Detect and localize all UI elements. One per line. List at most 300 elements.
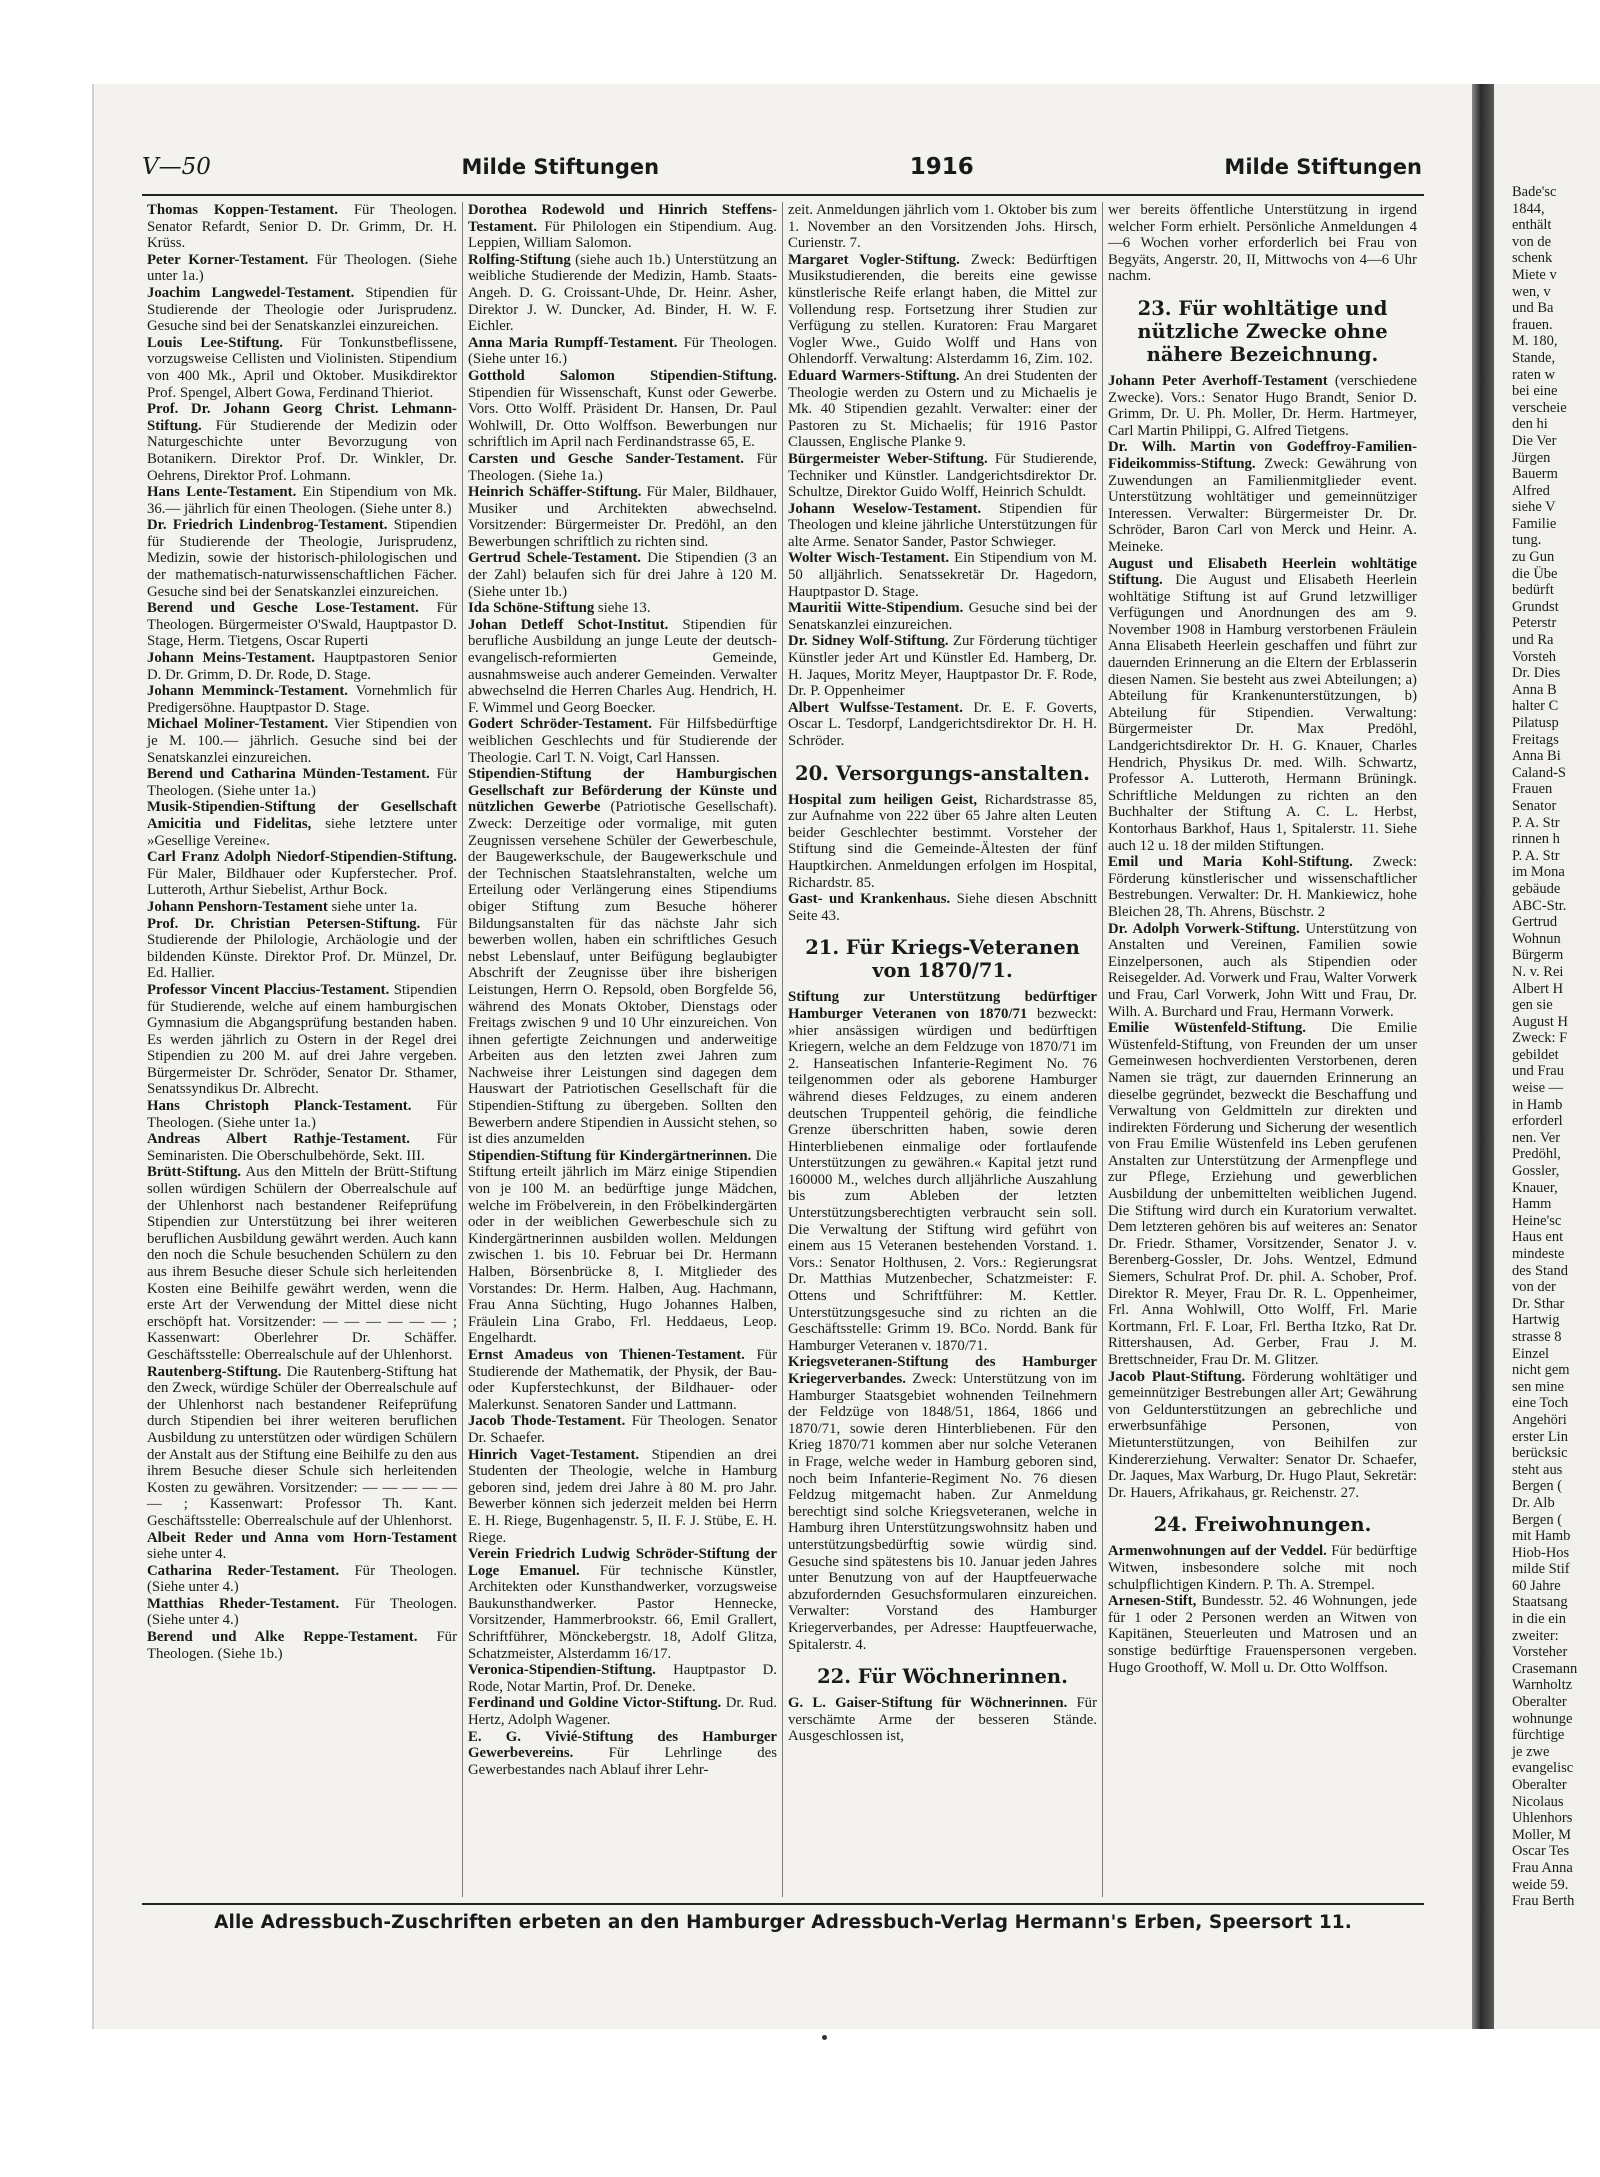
fragment-line: Frauen [1512,781,1553,798]
entry-text: Förderung wohltätiger und gemeinnütziger Bestrebungen aller Art; Gewährung von Geldunterstützungen an gebrechliche und erwerbsunfähige Personen, von Mietunterstützungen, von Beihilfen zur Kindererziehung. Verwalter: Senator Dr. Schaefer, Dr. Jaques, Max Warburg, Dr. Hugo Plaut, Sekretär: Dr. Hauers, Afrikahaus, gr. Reichenstr. 27. [1108,1368,1417,1501]
fragment-line: Albert H [1512,980,1564,997]
fragment-line: Grundst [1512,598,1559,615]
foundation-entry [468,1413,777,1446]
fragment-line: 1844, [1512,200,1545,217]
fragment-line: von de [1512,233,1552,250]
entry-name: Professor Vincent Placcius-Testament. [147,981,390,998]
fragment-line: weise — [1512,1080,1564,1097]
entry-text: Für Studierende, Techniker und Künstler. Landgerichtsdirektor Dr. Schultze, Direktor Guido Wolff, Heinrich Schuldt. [788,450,1097,501]
foundation-entry [147,600,457,650]
entry-text: Für Theologen. (Siehe 1b.) [147,1629,458,1662]
foundation-entry [147,799,457,849]
entry-text: An drei Studenten der Theologie werden zu Ostern und zu Michaelis je Mk. 40 Stipendien gezahlt. Verwalter: einer der Pastoren zu St. Michaelis; für 1916 Pastor Claussen, Englische Planke 9. [788,367,1097,451]
entry-name: Catharina Reder-Testament. [147,1562,340,1579]
entry-text: Richardstrasse 85, zur Aufnahme von 222 über 65 Jahre alten Leuten beider Geschlechter bestimmt. Vorsteher der Stiftung sind die Gemeinde-Ältesten der fünf Hauptkirchen. Anmeldungen erfolgen im Hospital, Richardstr. 85. [788,791,1097,891]
foundation-entry [788,252,1097,368]
foundation-entry [788,891,1097,924]
entry-text: Vier Stipendien von je M. 100.— jährlich. Gesuche sind bei der Senatskanzlei einzureichen. [147,716,457,766]
entry-text: Die Emilie Wüstenfeld-Stiftung, von Freunden der um unser Gemeinwesen hochverdienten Verstorbenen, deren Namen sie trägt, zur dauernden Erinnerung an dieselbe gegründet, bezweckt die Beschaffung und Verwaltung von Geldmitteln zur direkten und indirekten Förderung und Sicherung der wesentlich von Frau Emilie Wüstenfeld ins Leben gerufenen Anstalten zur Unterstützung der Armenpflege und zur Pflege, Erziehung und gewerblichen Ausbildung der unbemittelten weiblichen Jugend. Die Stiftung wird durch ein Kuratorium verwaltet. Dem letzteren gehören bis auf weiteres an: Senator Dr. Friedr. Sthamer, Vorsitzender, Senator J. v. Berenberg-Gossler, Dr. Johs. Wentzel, Edmund Siemers, Schulrat Prof. Dr. phil. A. Schober, Prof. Direktor R. Meyer, Frau Dr. R. L. Oppenheimer, Frl. Anna Wohlwill, Otto Wolff, Frl. Marie Kortmann, Frl. F. Loar, Frl. Bertha Itzko, Rat Dr. Rittershausen, Ad. Gerber, Frau J. M. Brettschneider, Frau Dr. M. Glitzer. [1108,1020,1418,1368]
fragment-line: milde Stif [1512,1561,1570,1578]
fragment-line: Uhlenhors [1512,1810,1573,1827]
fragment-line: Die Ver [1512,432,1557,449]
fragment-line: von der [1512,1279,1556,1296]
fragment-line: mit Hamb [1512,1528,1571,1545]
fragment-line: nicht gem [1512,1362,1570,1379]
foundation-entry [147,401,457,484]
fragment-line: Peterstr [1512,615,1557,632]
entry-text: Die Rautenberg-Stiftung hat den Zweck, würdige Schüler der Oberrealschule auf der Uhlenhorst nach bestandener Reifeprüfung durch Stipendien bei ihrer weiteren beruflichen Ausbildung zu unterstützen oder würdigen Schülern der Anstalt aus der Stiftung eine Beihilfe zu den aus ihrem Besuche dieser Schule sich herleitenden Kosten zu gewähren. Vorsitzender: — — — — — — ; Kassenwart: Professor Th. Kant. Geschäftsstelle: Oberrealschule auf der Uhlenhorst. [147,1363,458,1529]
fragment-line: tung. [1512,532,1542,549]
entry-name: Johann Peter Averhoff-Testament [1108,372,1328,389]
fragment-line: August H [1512,1013,1568,1030]
entry-text: Hauptpastor D. Rode, Notar Martin, Prof. Dr. Deneke. [468,1662,777,1695]
fragment-line: Gossler, [1512,1163,1560,1180]
entry-name: Stipendien-Stiftung der Hamburgischen Gesellschaft zur Beförderung der Künste und nützlichen Gewerbe [468,766,777,816]
publisher-footer: Alle Adressbuch-Zuschriften erbeten an den Hamburger Adressbuch-Verlag Hermann's Erben, Speersort 11. [214,1912,1352,1933]
foundation-entry [147,650,457,683]
entry-name: Heinrich Schäffer-Stiftung. [468,484,642,501]
fragment-line: und Ba [1512,300,1554,317]
fragment-line: Knauer, [1512,1179,1558,1196]
foundation-entry [1108,1593,1417,1676]
fragment-line: Miete v [1512,266,1557,283]
foundation-entry [468,451,777,484]
column-2 [462,202,782,1897]
entry-name: Mauritii Witte-Stipendium. [788,600,964,617]
fragment-line: je zwe [1512,1743,1550,1760]
entry-name: Godert Schröder-Testament. [468,716,652,733]
entry-text: Ein Stipendium von Mk. 36.— jährlich für einen Theologen. (Siehe unter 8.) [147,484,457,517]
fragment-line: wohnunge [1512,1710,1573,1727]
entry-name: Brütt-Stiftung. [147,1164,242,1181]
entry-name: Dr. Adolph Vorwerk-Stiftung. [1108,920,1300,937]
foundation-entry [147,335,457,401]
fragment-line: gen sie [1512,997,1553,1014]
fragment-line: P. A. Str [1512,814,1560,831]
entry-text: (Patriotische Gesellschaft). Zweck: Derzeitige oder vormalige, mit guten Zeugnissen versehene Schüler der Gewerbeschule, der Baugewerkschule, der Baugewerkschule und der Technischen Staatslehranstalten, welche um Erteilung oder Verlängerung eines Stipendiums obiger Stiftung zum Besuche höherer Bildungsanstalten für das nächste Jahr sich bewerben wollen, haben ein schriftliches Gesuch nebst Lebenslauf, unter Beifügung beglaubigter Abschrift der Zeugnisse über ihre bisherigen Leistungen, Herrn O. Repsold, oben Borgfelde 56, während des Monats Oktober, Dienstags oder Freitags zwischen 9 und 10 Uhr einzureichen. Von ihnen gefertigte Zeichnungen und anderweitige Arbeiten aus den letzten zwei Jahren zum Nachweise ihrer Leistungen sind dagegen dem Hauswart der Patriotischen Gesellschaft für die Stipendien-Stiftung zu übergeben. Sollten den Bewerbern andere Stipendien in Aussicht stehen, so ist dies anzumelden [468,799,778,1148]
running-title-right: Milde Stiftungen [1224,155,1422,179]
fragment-line: Familie [1512,515,1557,532]
entry-name: Gotthold Salomon Stipendien-Stiftung. [468,367,777,384]
foundation-entry [147,517,457,600]
entry-name: Stipendien-Stiftung für Kindergärtnerinnen. [468,1147,752,1164]
entry-text: Für Theologen. (Siehe unter 4.) [147,1595,458,1629]
entry-text: Für Hilfsbedürftige weiblichen Geschlechts und für Studierende der Theologie. Carl T. N. Voigt, Carl Hanssen. [468,716,778,766]
entry-name: Veronica-Stipendien-Stiftung. [468,1662,656,1679]
foundation-entry [468,202,777,252]
column-4 [1102,202,1422,1897]
page-number: V—50 [142,154,211,180]
entry-text: Stipendien für berufliche Ausbildung an junge Leute der deutsch-evangelisch-reformierten Gemeinde, ausnahmsweise auch anderer Gemeinden. Verwalter abwechselnd die Herren Charles Aug. Hendrich, H. F. Wimmel und Georg Boecker. [468,616,777,716]
entry-text: (verschiedene Zwecke). Vors.: Senator Hugo Brandt, Senior D. Grimm, Dr. U. Ph. Moller, Dr. Herm. Hartmeyer, Carl Martin Philippi, G. Alfred Tietgens. [1108,372,1417,439]
fragment-line: Wohnun [1512,930,1561,947]
foundation-entry [468,1695,777,1728]
entry-text: Unterstützung von Anstalten und Vereinen, Familien sowie Einzelpersonen, auch als Stipendien oder Reisegelder. Ad. Vorwerk und Frau, Walter Vorwerk und Frau, Carl Vorwerk, John Witt und Frau, Dr. Wilh. A. Burchard und Frau, Hermann Vorwerk. [1108,920,1417,1020]
foundation-entry [147,899,457,916]
entry-name: Stiftung zur Unterstützung bedürftiger Hamburger Veteranen von 1870/71 [788,989,1097,1022]
fragment-line: erforderl [1512,1113,1563,1130]
fragment-line: den hi [1512,416,1548,433]
entry-text: Die Stipendien (3 an der Zahl) belaufen sich für drei Jahre à 120 M. (Siehe unter 1b.) [468,550,777,600]
entry-text: Ein Stipendium von M. 50 alljährlich. Senatssekretär Dr. Hagedorn, Hauptpastor D. Stage. [788,550,1097,600]
entry-name: Musik-Stipendien-Stiftung der Gesellschaft Amicitia und Fidelitas, [147,799,457,832]
fragment-line: Hiob-Hos [1512,1544,1570,1561]
foundation-entry [468,1546,777,1662]
entry-name: Johann Penshorn-Testament [147,898,328,915]
foundation-entry [468,1148,777,1347]
entry-text: Zweck: Unterstützung von im Hamburger Staatsgebiet wohnenden Teilnehmern der Feldzüge von 1848/51, 1864, 1866 und 1870/71, sowie deren Hinterbliebenen. Für den Krieg 1870/71 kommen aber nur solche Veteranen in Frage, welche weder in Hamburg geboren sind, noch beim Infanterie-Regiment No. 76 diesen Feldzug mitgemacht haben. Zur Anmeldung berechtigt sind solche Kriegsveteranen, welche in Hamburg ihren Unterstützungswohnsitz haben und unterstützungsbedürftig sowie würdig sind. Gesuche sind spätestens bis 10. Januar jeden Jahres unter Benutzung von auf der Hauptfeuerwache abzufordernden Gesuchsformularen einzureichen. Verwalter: Vorstand des Hamburger Kriegerverbandes, per Adresse: Hauptfeuerwache, Spitalerstr. 4. [788,1371,1097,1653]
fragment-line: Vorsteh [1512,648,1557,665]
fragment-line: verscheie [1512,399,1567,416]
fragment-line: Zweck: F [1512,1030,1568,1047]
entry-name: Michael Moliner-Testament. [147,716,329,733]
section-heading: 21. Für Kriegs-Veteranen von 1870/71. [805,936,1080,983]
fragment-line: im Mona [1512,864,1565,881]
entry-text: Aus den Mitteln der Brütt-Stiftung sollen würdigen Schülern der Oberrealschule auf der Uhlenhorst nach bestandener Reifeprüfung Stipendien zur Unterstützung bei ihrer weiteren beruflichen Ausbildung gewährt werden. Auch kann den noch die Schule besuchenden Schülern zu den aus ihrem Besuche dieser Schule sich herleitenden Kosten eine Beihilfe gewährt werden, wenn die erste Art der Verwendung der Mittel diese nicht erschöpft hat. Vorsitzender: — — — — — — ; Kassenwart: Oberlehrer Dr. Schäffer. Geschäftsstelle: Oberrealschule auf der Uhlenhorst. [147,1164,458,1363]
foundation-entry [788,368,1097,451]
fragment-line: Bürgerm [1512,947,1564,964]
entry-name: Prof. Dr. Christian Petersen-Stiftung. [147,915,421,932]
entry-text: Stipendien für Studierende der Theologie, Jurisprudenz, Medizin, sowie der historisch-philologischen und der mathematisch-naturwissenschaftlichen Fächer. Gesuche sind bei der Senatskanzlei einzureichen. [147,517,458,600]
fragment-line: Predöhl, [1512,1146,1561,1163]
foundation-entry [468,335,777,368]
entry-name: Carsten und Gesche Sander-Testament. [468,450,744,467]
fragment-line: Bade'sc [1512,184,1557,200]
fragment-line: Hartwig [1512,1312,1560,1329]
foundation-entry [1108,202,1417,285]
entry-name: Dorothea Rodewold und Hinrich Steffens-Testament. [468,202,777,235]
fragment-line: Nicolaus [1512,1793,1564,1810]
entry-text: Zur Förderung tüchtiger Künstler jeder Art und Künstler Ed. Hamberg, Dr. H. Jaques, Moritz Meyer, Hauptpastor Dr. F. Rode, Dr. P. Oppenheimer [788,633,1098,700]
entry-text: Für Theologen. (Siehe 1a.) [468,450,777,484]
entry-text: Hauptpastoren Senior D. Dr. Grimm, D. Dr. Rode, D. Stage. [147,650,458,683]
foundation-entry [468,716,777,766]
foundation-entry [788,550,1097,600]
fragment-line: Oberalter [1512,1777,1567,1793]
column-1 [142,202,462,1897]
entry-name: Albeit Reder und Anna vom Horn-Testament [147,1529,457,1546]
year-heading: 1916 [909,154,974,180]
entry-name: Hinrich Vaget-Testament. [468,1446,640,1463]
entry-text: Stipendien für Studierende, welche auf einem hamburgischen Gymnasium die Abgangsprüfung bestanden haben. Es werden jährlich zu Ostern in der Regel drei Stipendien zu 200 M. auf drei Jahre vergeben. Bürgermeister Dr. Schröder, Senator Dr. Sthamer, Senatssyndikus Dr. Albrecht. [147,981,457,1098]
entry-text: siehe unter 1a. [331,898,418,915]
fragment-line: Vorsteher [1512,1644,1568,1661]
foundation-entry [1108,1543,1417,1593]
entry-text: Zweck: Gewährung von Zuwendungen an Familienmitglieder event. Unterstützung wohltätiger und gemeinnütziger Interessen. Verwalter: Bürgermeister Dr. Dr. Schröder, Baron Carl von Merck und Heinr. A. Meineke. [1108,455,1417,555]
entry-name: Gertrud Schele-Testament. [468,550,641,567]
entry-text: Für Studierende der Medizin oder Naturgeschichte unter Bevorzugung von Botanikern. Direktor Prof. Dr. Winkler, Dr. Oehrens, Direktor Prof. Lohmann. [147,417,457,484]
foundation-entry [468,1729,777,1779]
fragment-line: Oscar Tes [1512,1843,1570,1860]
entry-name: Johann Meins-Testament. [147,650,315,667]
fragment-line: Hamm [1512,1196,1552,1213]
fragment-line: Staatsang [1512,1594,1568,1611]
entry-name: Emilie Wüstenfeld-Stiftung. [1108,1020,1306,1037]
entry-name: G. L. Gaiser-Stiftung für Wöchnerinnen. [788,1695,1068,1712]
fragment-line: und Frau [1512,1063,1564,1080]
next-page-fragment [1494,84,1600,1910]
entry-name: Ernst Amadeus von Thienen-Testament. [468,1346,745,1363]
entry-text: Für Theologen. (Siehe unter 4.) [147,1562,458,1596]
fragment-line: Stande, [1512,349,1556,366]
entry-name: Hans Christoph Planck-Testament. [147,1098,412,1115]
foundation-entry [147,285,457,335]
fragment-line: die Übe [1512,565,1558,582]
fragment-line: Dr. Dies [1512,665,1561,682]
fragment-line: berücksic [1512,1445,1568,1462]
foundation-entry [788,1695,1097,1745]
fragment-line: Alfred [1512,482,1550,499]
entry-text: siehe letztere unter »Gesellige Vereine«. [147,815,457,849]
entry-name: Peter Korner-Testament. [147,251,309,268]
fragment-line: Frau Berth [1512,1893,1575,1910]
foundation-entry [788,451,1097,501]
entry-text: wer bereits öffentliche Unterstützung in irgend welcher Form erhielt. Persönliche Anmeldungen 4—6 Wochen vorher erforderlich bei Frau von Begyäts, Angerstr. 20, II, Mittwochs von 4—6 Uhr nachm. [1108,202,1417,285]
fragment-line: Bergen ( [1512,1511,1563,1528]
foundation-entry [147,1131,457,1164]
entry-text: Für Theologen. Bürgermeister O'Swald, Hauptpastor D. Stage, Herm. Tietgens, Oscar Ruperti [147,600,457,650]
entry-text: siehe 13. [597,600,651,617]
fragment-line: 60 Jahre [1512,1577,1561,1594]
entry-text: Für Theologen. (Siehe unter 16.) [468,334,777,368]
section-heading: 24. Freiwohnungen. [1153,1513,1372,1537]
entry-name: Gast- und Krankenhaus. [788,891,951,908]
foundation-entry [1108,556,1417,855]
entry-name: Jacob Thode-Testament. [468,1413,626,1430]
fragment-line: fürchtige [1512,1727,1565,1744]
entry-name: Johann Memminck-Testament. [147,683,348,700]
entry-name: Dr. Sidney Wolf-Stiftung. [788,633,949,650]
entry-text: Für bedürftige Witwen, insbesondere solche mit noch schulpflichtigen Kindern. P. Th. A. Strempel. [1108,1543,1417,1593]
fragment-line: halter C [1512,698,1559,715]
foundation-entry [468,550,777,600]
fragment-line: N. v. Rei [1512,963,1564,980]
fragment-line: raten w [1512,366,1556,383]
entry-text: Zweck: Bedürftigen Musikstudierenden, die bereits eine gewisse künstlerische Reife erlangt haben, die Mittel zur Vollendung resp. Fortsetzung ihrer Studien zur Verfügung zu stellen. Kuratoren: Frau Margaret Vogler Wwe., Guido Wolff und Hans von Ohlendorff. Verwaltung: Alsterdamm 16, Zim. 102. [788,251,1098,368]
entry-text: Für Theologen. Senator Refardt, Senior D. Dr. Grimm, Dr. H. Krüss. [147,202,458,252]
section-heading: 22. Für Wöchnerinnen. [817,1665,1068,1689]
entry-name: Joachim Langwedel-Testament. [147,284,355,301]
entry-text: Stipendien für Wissenschaft, Kunst oder Gewerbe. Vors. Otto Wolff. Präsident Dr. Hansen, Dr. Paul Wohlwill, Dr. Otto Wolffson. Bewerbungen nur schriftlich im April nach Ferdinandstrasse 65, E. [468,384,777,451]
entry-name: Wolter Wisch-Testament. [788,550,950,567]
foundation-entry [147,849,457,899]
foundation-entry [147,716,457,766]
header-rule [142,194,1424,196]
entry-name: Berend und Catharina Münden-Testament. [147,766,430,783]
columns-container [142,202,1424,1897]
entry-name: Rautenberg-Stiftung. [147,1363,282,1380]
entry-name: Bürgermeister Weber-Stiftung. [788,450,988,467]
entry-name: Matthias Rheder-Testament. [147,1595,340,1612]
entry-name: Berend und Gesche Lose-Testament. [147,600,419,617]
next-page-edge [1494,84,1600,2029]
fragment-line: siehe V [1512,499,1556,516]
entry-name: Emil und Maria Kohl-Stiftung. [1108,854,1353,871]
fragment-line: in Hamb [1512,1096,1563,1113]
fragment-line: erster Lin [1512,1428,1568,1445]
entry-text: Für Theologen. (Siehe unter 1a.) [147,1098,457,1131]
entry-text: Für Maler, Bildhauer oder Kupferstecher. Prof. Lutteroth, Arthur Siebelist, Arthur Bock. [147,865,457,899]
foundation-entry [147,202,457,252]
entry-name: Anna Maria Rumpff-Testament. [468,334,678,351]
fragment-line: bei eine [1512,383,1558,400]
foundation-entry [788,1354,1097,1653]
entry-name: Kriegsveteranen-Stiftung des Hamburger Kriegerverbandes. [788,1354,1097,1387]
foundation-entry [468,1662,777,1695]
foundation-entry [1108,373,1417,439]
fragment-line: rinnen h [1512,831,1560,848]
entry-text: Für Studierende der Philologie, Archäologie und der bildenden Künste. Direktor Prof. Dr. Münzel, Dr. Ed. Hallier. [147,915,457,982]
running-title-left: Milde Stiftungen [461,155,660,179]
page-header [142,150,1422,184]
fragment-line: frauen. [1512,316,1553,333]
entry-name: Ida Schöne-Stiftung [468,600,595,617]
fragment-line: evangelisc [1512,1760,1574,1777]
entry-text: Siehe diesen Abschnitt Seite 43. [788,891,1097,924]
fragment-line: Crasemann [1512,1660,1578,1677]
foundation-entry [468,1447,777,1547]
entry-name: E. G. Vivié-Stiftung des Hamburger Gewerbevereins. [468,1728,777,1762]
fragment-line: Moller, M [1512,1826,1572,1843]
entry-text: (siehe auch 1b.) Unterstützung an weibliche Studierende der Medizin, Hamb. Staats-Angeh. D. G. Croissant-Uhde, Dr. Heinr. Asher, Direktor J. W. Duncker, Ad. Binder, H. W. F. Eichler. [468,251,778,335]
entry-text: Stipendien für Studierende der Theologie oder Jurisprudenz. Gesuche sind bei der Senatskanzlei einzureichen. [147,284,458,335]
entry-name: Eduard Warmers-Stiftung. [788,367,960,384]
fragment-line: ABC-Str. [1512,897,1567,914]
entry-text: Für Theologen. Senator Dr. Schaefer. [468,1413,777,1446]
foundation-entry [468,368,777,451]
fragment-line: bedürft [1512,582,1554,599]
entry-name: Johann Weselow-Testament. [788,500,982,517]
entry-text: Die Stiftung erteilt jährlich im März einige Stipendien von je 100 M. an bedürftige junge Mädchen, welche im Fröbelverein, in den Fröbelkindergärten oder in der weiblichen Gewerbeschule sich zu Kindergärtnerinnen ausbilden wollen. Meldungen zwischen 1. bis 10. Februar bei Dr. Hermann Halben, Börsenbrücke 8, I. Mitglieder des Vorstandes: Dr. Herm. Halben, Aug. Hachmann, Frau Anna Süchting, Hugo Johannes Halben, Fräulein Lina Grabo, Frl. Heddaeus, Leop. Engelhardt. [468,1147,777,1347]
entry-text: Für Lehrlinge des Gewerbestandes nach Ablauf ihrer Lehr- [468,1745,777,1778]
fragment-line: P. A. Str [1512,847,1560,864]
entry-name: Hans Lente-Testament. [147,484,297,501]
foundation-entry [788,989,1097,1354]
fragment-line: steht aus [1512,1461,1563,1478]
foundation-entry [147,252,457,285]
foundation-entry [468,766,777,1148]
entry-name: Dr. Wilh. Martin von Godeffroy-Familien-Fideikommiss-Stiftung. [1108,439,1417,472]
entry-text: Für Philologen ein Stipendium. Aug. Leppien, William Salomon. [468,218,777,252]
fragment-line: Gertrud [1512,914,1558,931]
entry-name: Andreas Albert Rathje-Testament. [147,1131,410,1148]
foundation-entry [1108,921,1417,1021]
foundation-entry [468,252,777,335]
fragment-line: zu Gun [1512,549,1555,566]
entry-name: Margaret Vogler-Stiftung. [788,251,960,268]
fragment-line: Frau Anna [1512,1859,1573,1876]
fragment-line: wen, v [1512,283,1551,300]
foundation-entry [147,1596,457,1629]
fragment-line: eine Toch [1512,1395,1569,1412]
entry-text: zeit. Anmeldungen jährlich vom 1. Oktober bis zum 1. November an den Vorsitzenden Johs. Hirsch, Curienstr. 7. [788,202,1097,252]
column-3 [782,202,1102,1897]
foundation-entry [147,1629,457,1662]
foundation-entry [468,600,777,617]
fragment-line: Angehöri [1512,1411,1567,1428]
foundation-entry [147,484,457,517]
entry-text: Für Theologen. (Siehe unter 1a.) [147,766,457,799]
fragment-line: Bergen ( [1512,1478,1563,1495]
fragment-line: Dr. Sthar [1512,1295,1565,1312]
foundation-entry [468,617,777,717]
entry-text: Für Maler, Bildhauer, Musiker und Architekten abwechselnd. Vorsitzender: Bürgermeister Dr. Predöhl, an den Bewerbungen schriftlich zu richten sind. [468,484,777,550]
entry-text: Für Tonkunstbeflissene, vorzugsweise Cellisten und Violinisten. Stipendium von 400 Mk., April und Oktober. Musikdirektor Prof. Spengel, Albert Gowa, Ferdinand Thieriot. [147,334,457,401]
fragment-line: in die ein [1512,1611,1566,1628]
foundation-entry [1108,439,1417,555]
entry-name: Rolfing-Stiftung [468,251,571,268]
entry-text: Dr. Rud. Hertz, Adolph Wagener. [468,1695,778,1729]
entry-name: Albert Wulfsse-Testament. [788,699,963,716]
foundation-entry [788,501,1097,551]
footer-rule [142,1903,1424,1905]
entry-text: Für Seminaristen. Die Oberschulbehörde, Sekt. III. [147,1131,458,1164]
fragment-line: strasse 8 [1512,1328,1562,1345]
fragment-line: Senator [1512,797,1557,814]
fragment-line: Heine'sc [1512,1212,1562,1229]
entry-name: Thomas Koppen-Testament. [147,202,338,218]
fragment-line: Jürgen [1512,449,1551,466]
entry-name: Arnesen-Stift, [1108,1593,1197,1610]
fragment-line: Oberalter [1512,1694,1567,1711]
foundation-entry [1108,1020,1417,1368]
fragment-line: gebildet [1512,1046,1559,1063]
entry-text: Für technische Künstler, Architekten oder Kunsthandwerker, vorzugsweise Baukunsthandwerker. Pastor Hennecke, Vorsitzender, Hammerbrookstr. 66, Emil Grallert, Schriftführer, Mönckebergstr. 18, Adolf Glitza, Schatzmeister, Alsterdamm 16/17. [468,1562,777,1662]
foundation-entry [147,916,457,982]
fragment-line: Anna B [1512,681,1557,698]
entry-name: Dr. Friedrich Lindenbrog-Testament. [147,517,388,534]
fragment-line: Anna Bi [1512,748,1561,765]
fragment-line: Bauerm [1512,466,1558,483]
foundation-entry [147,683,457,716]
entry-text: Dr. E. F. Goverts, Oscar L. Tesdorpf, Landgerichtsdirektor Dr. H. H. Schröder. [788,699,1098,749]
fragment-line: Haus ent [1512,1229,1564,1246]
fragment-line: gebäude [1512,880,1561,897]
print-speck [822,2035,827,2040]
fragment-line: Einzel [1512,1345,1550,1362]
fragment-line: weide 59. [1512,1876,1569,1893]
entry-name: Verein Friedrich Ludwig Schröder-Stiftung der Loge Emanuel. [468,1546,777,1579]
fragment-line: Freitags [1512,731,1559,748]
fragment-line: M. 180, [1512,333,1558,350]
foundation-entry [468,1347,777,1413]
foundation-entry [788,202,1097,252]
fragment-line: nen. Ver [1512,1129,1561,1146]
entry-name: August und Elisabeth Heerlein wohltätige Stiftung. [1108,555,1417,589]
book-gutter [1472,84,1494,2029]
foundation-entry [788,792,1097,892]
entry-name: Carl Franz Adolph Niedorf-Stipendien-Stiftung. [147,849,457,866]
entry-text: Für verschämte Arme der besseren Stände. Ausgeschlossen ist, [788,1695,1097,1745]
foundation-entry [1108,1369,1417,1502]
entry-text: Für Studierende der Mathematik, der Physik, der Bau- oder Kupferstechkunst, der Bildhauer- oder Malerkunst. Senatoren Sander und Lattmann. [468,1346,777,1413]
section-heading: 23. Für wohltätige und nützliche Zwecke ohne nähere Bezeichnung. [1137,296,1388,366]
fragment-line: enthält [1512,217,1552,234]
fragment-line: Warnholtz [1512,1677,1573,1694]
entry-text: Stipendien für Theologen und kleine jährliche Unterstützungen für alte Arme. Senator Sander, Pastor Schwieger. [788,500,1097,550]
foundation-entry [147,1530,457,1563]
foundation-entry [147,982,457,1098]
fragment-line: schenk [1512,250,1553,267]
entry-text: Für Theologen. (Siehe unter 1a.) [147,251,458,285]
entry-text: Zweck: Förderung künstlerischer und wissenschaftlicher Bestrebungen. Verwalter: Dr. H. Mankiewicz, hohe Bleichen 28, Th. Ahrens, Büschstr. 2 [1108,854,1418,920]
foundation-entry [147,1364,457,1530]
entry-text: Bundesstr. 52. 46 Wohnungen, jede für 1 oder 2 Personen werden an Witwen von Kapitänen, Steuerleuten und Matrosen und an sonstige bedürftige Frauenspersonen vergeben. Hugo Groothoff, W. Moll u. Dr. Otto Wolffson. [1108,1593,1418,1676]
fragment-line: Caland-S [1512,764,1566,781]
foundation-entry [788,600,1097,633]
foundation-entry [147,1563,457,1596]
foundation-entry [147,1164,457,1363]
